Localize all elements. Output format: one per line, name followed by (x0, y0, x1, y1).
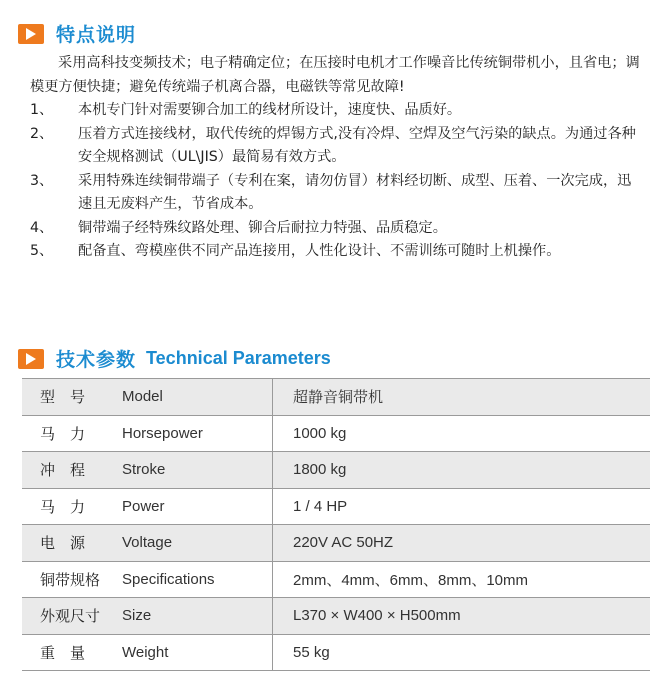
features-intro: 采用高科技变频技术；电子精确定位；在压接时电机才工作噪音比传统铜带机小，且省电；调模更方便快捷；避免传统端子机离合器，电磁铁等常见故障! (30, 55, 640, 95)
param-cn-label: 马 力 (22, 415, 118, 452)
table-row (22, 598, 650, 635)
feature-item (30, 99, 640, 123)
features-title: 特点说明 (56, 24, 137, 46)
feature-text: 配备直、弯模座供不同产品连接用，人性化设计、不需训练可随时上机操作。 (78, 243, 561, 259)
table-row (22, 525, 650, 562)
param-cn-label: 冲 程 (22, 452, 118, 489)
feature-item (30, 170, 640, 217)
table-row (22, 634, 650, 671)
param-cn-label: 外观尺寸 (22, 598, 118, 635)
feature-text: 压着方式连接线材，取代传统的焊锡方式,没有冷焊、空焊及空气污染的缺点。为通过各种安全规格测试（UL\JIS）最简易有效方式。 (78, 125, 636, 165)
param-en-label: Voltage (118, 525, 273, 562)
feature-number: 3、 (30, 172, 54, 189)
param-value: 1800 kg (273, 452, 651, 489)
param-value: 2mm、4mm、6mm、8mm、10mm (273, 561, 651, 598)
table-row (22, 415, 650, 452)
param-en-label: Size (118, 598, 273, 635)
feature-text: 铜带端子经特殊纹路处理、铆合后耐拉力特强、品质稳定。 (78, 219, 447, 236)
features-section-header (18, 20, 136, 47)
play-triangle-icon (18, 24, 44, 44)
param-cn-label: 型 号 (22, 379, 118, 416)
param-value: 55 kg (273, 634, 651, 671)
table-row (22, 561, 650, 598)
param-cn-label: 重 量 (22, 634, 118, 671)
features-list (30, 99, 640, 264)
params-title: 技术参数 (56, 349, 137, 371)
param-value: 超静音铜带机 (273, 379, 651, 416)
table-row (22, 488, 650, 525)
feature-number: 2、 (30, 125, 54, 142)
params-section-header (18, 345, 331, 372)
feature-text: 采用特殊连续铜带端子（专利在案，请勿仿冒）材料经切断、成型、压着、一次完成，迅速且无废料产生，节省成本。 (78, 172, 632, 212)
param-value: L370 × W400 × H500mm (273, 598, 651, 635)
feature-item (30, 123, 640, 170)
param-value: 1 / 4 HP (273, 488, 651, 525)
param-en-label: Weight (118, 634, 273, 671)
params-title-en: Technical Parameters (146, 348, 331, 368)
feature-item (30, 240, 640, 264)
param-value: 220V AC 50HZ (273, 525, 651, 562)
feature-text: 本机专门针对需要铆合加工的线材所设计，速度快、品质好。 (78, 102, 462, 118)
param-en-label: Stroke (118, 452, 273, 489)
params-table (22, 378, 650, 671)
param-en-label: Model (118, 379, 273, 416)
play-triangle-icon (18, 349, 44, 369)
table-row (22, 379, 650, 416)
param-en-label: Power (118, 488, 273, 525)
feature-number: 1、 (30, 102, 54, 118)
param-cn-label: 铜带规格 (22, 561, 118, 598)
param-en-label: Horsepower (118, 415, 273, 452)
param-cn-label: 马 力 (22, 488, 118, 525)
param-value: 1000 kg (273, 415, 651, 452)
features-body (30, 52, 640, 264)
param-cn-label: 电 源 (22, 525, 118, 562)
table-row (22, 452, 650, 489)
param-en-label: Specifications (118, 561, 273, 598)
feature-number: 4、 (30, 219, 54, 236)
feature-item (30, 217, 640, 241)
feature-number: 5、 (30, 243, 54, 259)
